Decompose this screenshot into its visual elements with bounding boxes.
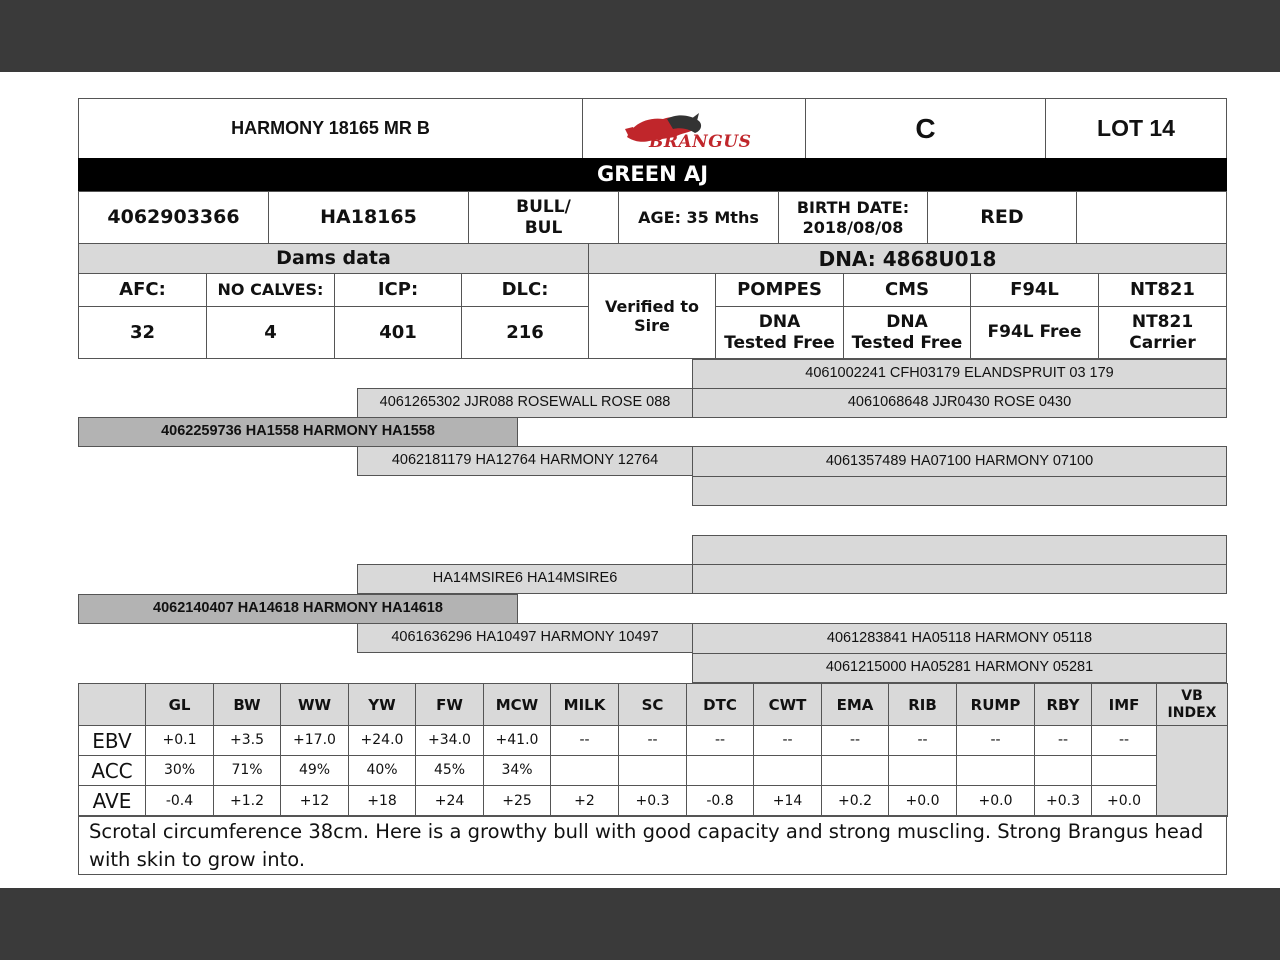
tattoo: HA18165 bbox=[268, 191, 469, 244]
pedigree-dam-sire-sire bbox=[692, 535, 1227, 565]
ebv-value-cell: +17.0 bbox=[280, 725, 349, 756]
ebv-value-cell: +0.0 bbox=[1091, 785, 1157, 817]
icp-label: ICP: bbox=[334, 273, 462, 307]
pompes-result: DNA Tested Free bbox=[715, 306, 844, 359]
ebv-value-cell: +12 bbox=[280, 785, 349, 817]
afc-label: AFC: bbox=[78, 273, 207, 307]
ebv-value-cell: +1.2 bbox=[213, 785, 281, 817]
ebv-column-header: DTC bbox=[686, 683, 754, 726]
f94l-label: F94L bbox=[970, 273, 1099, 307]
ebv-value-cell: -- bbox=[618, 725, 687, 756]
ebv-column-header: BW bbox=[213, 683, 281, 726]
ebv-value-cell: 40% bbox=[348, 755, 416, 786]
ebv-value-cell: +34.0 bbox=[415, 725, 484, 756]
bottom-frame-bar bbox=[0, 888, 1280, 960]
ebv-value-cell: +0.0 bbox=[956, 785, 1035, 817]
nt821-label: NT821 bbox=[1098, 273, 1227, 307]
ebv-value-cell bbox=[1091, 755, 1157, 786]
pedigree-dam-dam-sire: 4061283841 HA05118 HARMONY 05118 bbox=[692, 623, 1227, 654]
pedigree-sire-sire: 4061265302 JJR088 ROSEWALL ROSE 088 bbox=[357, 388, 693, 418]
ebv-value-cell: +18 bbox=[348, 785, 416, 817]
pedigree-sire-sire-dam: 4061068648 JJR0430 ROSE 0430 bbox=[692, 388, 1227, 418]
f94l-result: F94L Free bbox=[970, 306, 1099, 359]
pedigree-sire-dam-sire: 4061357489 HA07100 HARMONY 07100 bbox=[692, 446, 1227, 477]
ebv-value-cell bbox=[686, 755, 754, 786]
birth-date: BIRTH DATE: 2018/08/08 bbox=[778, 191, 928, 244]
ebv-value-cell: 45% bbox=[415, 755, 484, 786]
vb-index-header: VB INDEX bbox=[1156, 683, 1228, 726]
ebv-value-cell bbox=[753, 755, 822, 786]
nt821-result: NT821 Carrier bbox=[1098, 306, 1227, 359]
pedigree-dam: 4062140407 HA14618 HARMONY HA14618 bbox=[78, 594, 518, 624]
colour: RED bbox=[927, 191, 1077, 244]
pedigree-sire-sire-sire: 4061002241 CFH03179 ELANDSPRUIT 03 179 bbox=[692, 359, 1227, 389]
lot-number: LOT 14 bbox=[1045, 98, 1227, 159]
ebv-value-cell: +0.1 bbox=[145, 725, 214, 756]
ebv-value-cell: +0.3 bbox=[1034, 785, 1092, 817]
ebv-value-cell: 71% bbox=[213, 755, 281, 786]
logo-text: BRANGUS bbox=[649, 132, 752, 152]
pedigree-dam-sire: HA14MSIRE6 HA14MSIRE6 bbox=[357, 564, 693, 594]
ebv-value-cell: +24.0 bbox=[348, 725, 416, 756]
animal-name: HARMONY 18165 MR B bbox=[78, 98, 583, 159]
ebv-value-cell: -- bbox=[753, 725, 822, 756]
ebv-value-cell: +0.0 bbox=[888, 785, 957, 817]
pedigree-sire-dam-dam bbox=[692, 476, 1227, 506]
ebv-column-header: SC bbox=[618, 683, 687, 726]
ebv-column-header: RUMP bbox=[956, 683, 1035, 726]
sex: BULL/ BUL bbox=[468, 191, 619, 244]
dna-number: DNA: 4868U018 bbox=[588, 243, 1227, 274]
ebv-value-cell: -- bbox=[550, 725, 619, 756]
ebv-value-cell: +0.3 bbox=[618, 785, 687, 817]
ebv-value-cell bbox=[1034, 755, 1092, 786]
cms-result: DNA Tested Free bbox=[843, 306, 971, 359]
pedigree-dam-dam: 4061636296 HA10497 HARMONY 10497 bbox=[357, 623, 693, 653]
no-calves-value: 4 bbox=[206, 306, 335, 359]
ebv-value-cell: -- bbox=[888, 725, 957, 756]
ebv-value-cell: 49% bbox=[280, 755, 349, 786]
ebv-row-label: ACC bbox=[78, 755, 146, 786]
ebv-header-corner bbox=[78, 683, 146, 726]
pompes-label: POMPES bbox=[715, 273, 844, 307]
age: AGE: 35 Mths bbox=[618, 191, 779, 244]
ebv-column-header: EMA bbox=[821, 683, 889, 726]
icp-value: 401 bbox=[334, 306, 462, 359]
dams-data-title: Dams data bbox=[78, 243, 589, 274]
ebv-value-cell bbox=[888, 755, 957, 786]
ebv-value-cell: -- bbox=[1091, 725, 1157, 756]
ebv-value-cell: -- bbox=[1034, 725, 1092, 756]
ebv-row-label: AVE bbox=[78, 785, 146, 817]
ebv-value-cell: -- bbox=[686, 725, 754, 756]
info-extra bbox=[1076, 191, 1227, 244]
top-frame-bar bbox=[0, 0, 1280, 72]
ebv-column-header: WW bbox=[280, 683, 349, 726]
grade-badge: C bbox=[805, 98, 1046, 159]
afc-value: 32 bbox=[78, 306, 207, 359]
ebv-value-cell: +24 bbox=[415, 785, 484, 817]
dlc-value: 216 bbox=[461, 306, 589, 359]
brangus-logo bbox=[582, 98, 806, 159]
ebv-column-header: GL bbox=[145, 683, 214, 726]
ebv-column-header: FW bbox=[415, 683, 484, 726]
ebv-value-cell: 34% bbox=[483, 755, 551, 786]
ebv-column-header: CWT bbox=[753, 683, 822, 726]
ebv-column-header: YW bbox=[348, 683, 416, 726]
ebv-value-cell bbox=[956, 755, 1035, 786]
ebv-value-cell: +3.5 bbox=[213, 725, 281, 756]
ebv-column-header: MCW bbox=[483, 683, 551, 726]
pedigree-dam-dam-dam: 4061215000 HA05281 HARMONY 05281 bbox=[692, 653, 1227, 683]
ebv-column-header: RBY bbox=[1034, 683, 1092, 726]
comment-text: Scrotal circumference 38cm. Here is a growthy bull with good capacity and strong muscling. Strong Brangus head with skin to grow into. bbox=[78, 815, 1227, 875]
dlc-label: DLC: bbox=[461, 273, 589, 307]
ebv-value-cell: -0.4 bbox=[145, 785, 214, 817]
ebv-value-cell: -0.8 bbox=[686, 785, 754, 817]
vb-index-value bbox=[1156, 725, 1228, 817]
pedigree-sire: 4062259736 HA1558 HARMONY HA1558 bbox=[78, 417, 518, 447]
ebv-value-cell bbox=[618, 755, 687, 786]
ebv-value-cell: +0.2 bbox=[821, 785, 889, 817]
ebv-value-cell: -- bbox=[956, 725, 1035, 756]
ebv-row-label: EBV bbox=[78, 725, 146, 756]
ebv-column-header: IMF bbox=[1091, 683, 1157, 726]
owner-name: GREEN AJ bbox=[78, 158, 1227, 192]
cms-label: CMS bbox=[843, 273, 971, 307]
ebv-value-cell: +25 bbox=[483, 785, 551, 817]
pedigree-sire-dam: 4062181179 HA12764 HARMONY 12764 bbox=[357, 446, 693, 476]
ebv-value-cell: +2 bbox=[550, 785, 619, 817]
pedigree-dam-sire-dam bbox=[692, 564, 1227, 594]
ebv-value-cell: 30% bbox=[145, 755, 214, 786]
no-calves-label: NO CALVES: bbox=[206, 273, 335, 307]
ebv-column-header: RIB bbox=[888, 683, 957, 726]
ebv-value-cell: +14 bbox=[753, 785, 822, 817]
verified-to-sire: Verified to Sire bbox=[588, 273, 716, 359]
ebv-value-cell: -- bbox=[821, 725, 889, 756]
ebv-value-cell bbox=[821, 755, 889, 786]
ebv-column-header: MILK bbox=[550, 683, 619, 726]
ebv-value-cell bbox=[550, 755, 619, 786]
registration-number: 4062903366 bbox=[78, 191, 269, 244]
ebv-value-cell: +41.0 bbox=[483, 725, 551, 756]
